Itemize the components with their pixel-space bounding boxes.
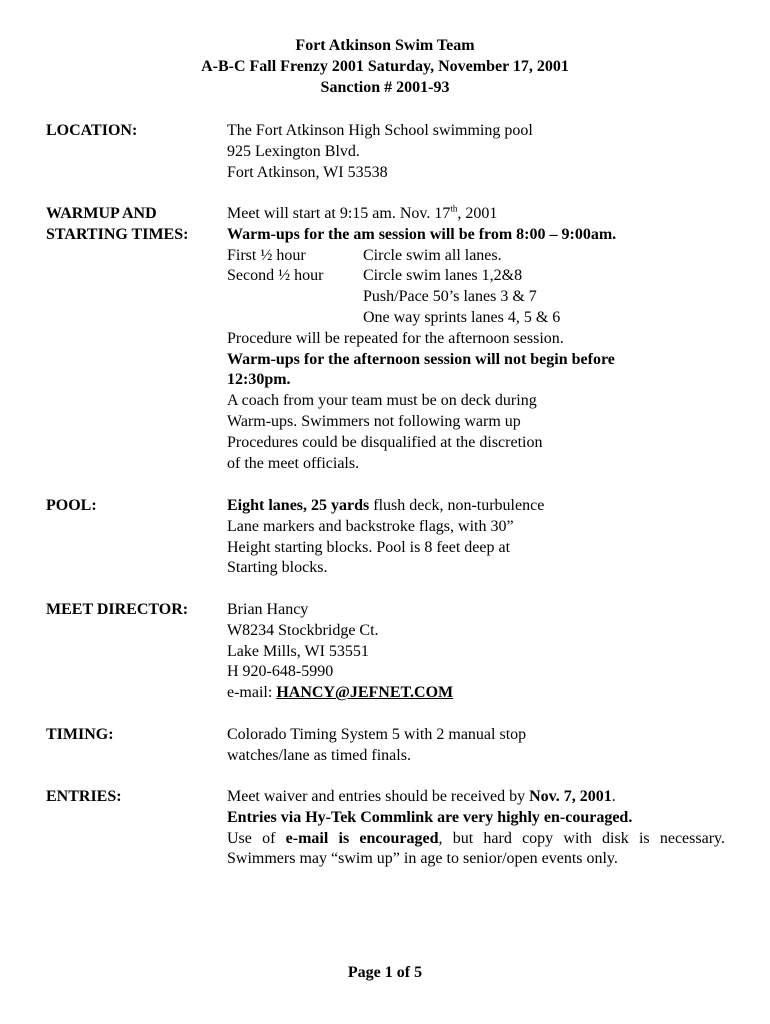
- entries-deadline: Nov. 7, 2001: [529, 788, 612, 805]
- warmup-label-line: STARTING TIMES:: [46, 225, 189, 243]
- director-email-link[interactable]: HANCY@JEFNET.COM: [276, 684, 454, 702]
- timing-content: [227, 725, 727, 767]
- pool-lanes-bold: Eight lanes, 25 yards: [227, 497, 370, 514]
- warmup-label: [46, 204, 226, 246]
- pool-content: [227, 496, 727, 579]
- entries-content: [227, 787, 727, 870]
- director-content: [227, 600, 727, 704]
- first-half-label: First ½ hour: [227, 246, 306, 264]
- location-line: Fort Atkinson, WI 53538: [227, 163, 388, 181]
- pool-line: Lane markers and backstroke flags, with 30”: [227, 517, 514, 535]
- timing-line: Colorado Timing System 5 with 2 manual stop: [227, 726, 527, 743]
- entries-label: ENTRIES:: [46, 788, 122, 805]
- entries-line: [227, 787, 727, 808]
- entries-line: Swimmers may “swim up” in age to senior/open events only.: [227, 850, 618, 868]
- second-half-text: One way sprints lanes 4, 5 & 6: [363, 308, 561, 326]
- location-line: 925 Lexington Blvd.: [227, 142, 360, 160]
- director-line: H 920-648-5990: [227, 663, 334, 681]
- am-warmup-line: Warm-ups for the am session will be from 8:00 – 9:00am.: [227, 225, 617, 243]
- location-content: [227, 121, 727, 183]
- page-number: Page 1 of 5: [347, 964, 423, 981]
- meet-start-year: , 2001: [457, 205, 498, 222]
- entries-commlink-line: Entries via Hy-Tek Commlink are very highly en-couraged.: [227, 808, 633, 826]
- document-header: [0, 35, 770, 98]
- afternoon-warmup-line: 12:30pm.: [227, 371, 291, 389]
- second-half-text: Push/Pace 50’s lanes 3 & 7: [363, 288, 537, 306]
- pool-line: Height starting blocks. Pool is 8 feet deep at: [227, 538, 511, 556]
- warmup-label-line: WARMUP AND: [46, 205, 157, 222]
- second-half-label: Second ½ hour: [227, 267, 324, 285]
- location-line: The Fort Atkinson High School swimming pool: [227, 122, 533, 139]
- director-line: W8234 Stockbridge Ct.: [227, 621, 379, 639]
- entries-email-encouraged: e-mail is encouraged: [285, 829, 439, 847]
- timing-line: watches/lane as timed finals.: [227, 746, 411, 764]
- pool-line-rest: flush deck, non-turbulence: [369, 497, 545, 514]
- coach-line: of the meet officials.: [227, 454, 360, 472]
- timing-label: TIMING:: [46, 726, 114, 743]
- director-line: Lake Mills, WI 53551: [227, 642, 369, 660]
- coach-line: A coach from your team must be on deck during: [227, 392, 537, 410]
- director-email-line: [227, 683, 727, 704]
- entries-text: .: [611, 788, 616, 805]
- second-half-text: Circle swim lanes 1,2&8: [363, 267, 523, 285]
- director-line: Brian Hancy: [227, 601, 309, 618]
- afternoon-warmup-line: Warm-ups for the afternoon session will not begin before: [227, 350, 615, 368]
- location-label: LOCATION:: [46, 122, 138, 139]
- first-half-row: [227, 246, 727, 267]
- pool-label: POOL:: [46, 497, 97, 514]
- pool-line: Starting blocks.: [227, 559, 328, 577]
- coach-line: Warm-ups. Swimmers not following warm up: [227, 412, 521, 430]
- entries-text: Meet waiver and entries should be received by: [227, 788, 530, 805]
- email-prefix: e-mail:: [227, 684, 277, 702]
- coach-line: Procedures could be disqualified at the discretion: [227, 433, 543, 451]
- meet-title: A-B-C Fall Frenzy 2001 Saturday, November 17, 2001: [201, 58, 569, 75]
- first-half-text: Circle swim all lanes.: [363, 246, 502, 264]
- meet-start-superscript: th: [450, 203, 458, 214]
- entries-line: [227, 829, 725, 850]
- pool-line: [227, 496, 727, 517]
- entries-text: Use of: [227, 829, 286, 847]
- entries-text: , but hard copy with disk is necessary.: [438, 829, 725, 847]
- director-label: MEET DIRECTOR:: [46, 601, 189, 618]
- team-title: Fort Atkinson Swim Team: [295, 37, 475, 54]
- meet-start-line: [227, 204, 727, 225]
- procedure-line: Procedure will be repeated for the afternoon session.: [227, 329, 564, 347]
- second-half-row: [227, 266, 727, 287]
- meet-start-text: Meet will start at 9:15 am. Nov. 17: [227, 205, 451, 222]
- warmup-content: [227, 204, 727, 474]
- sanction-number: Sanction # 2001-93: [320, 79, 450, 96]
